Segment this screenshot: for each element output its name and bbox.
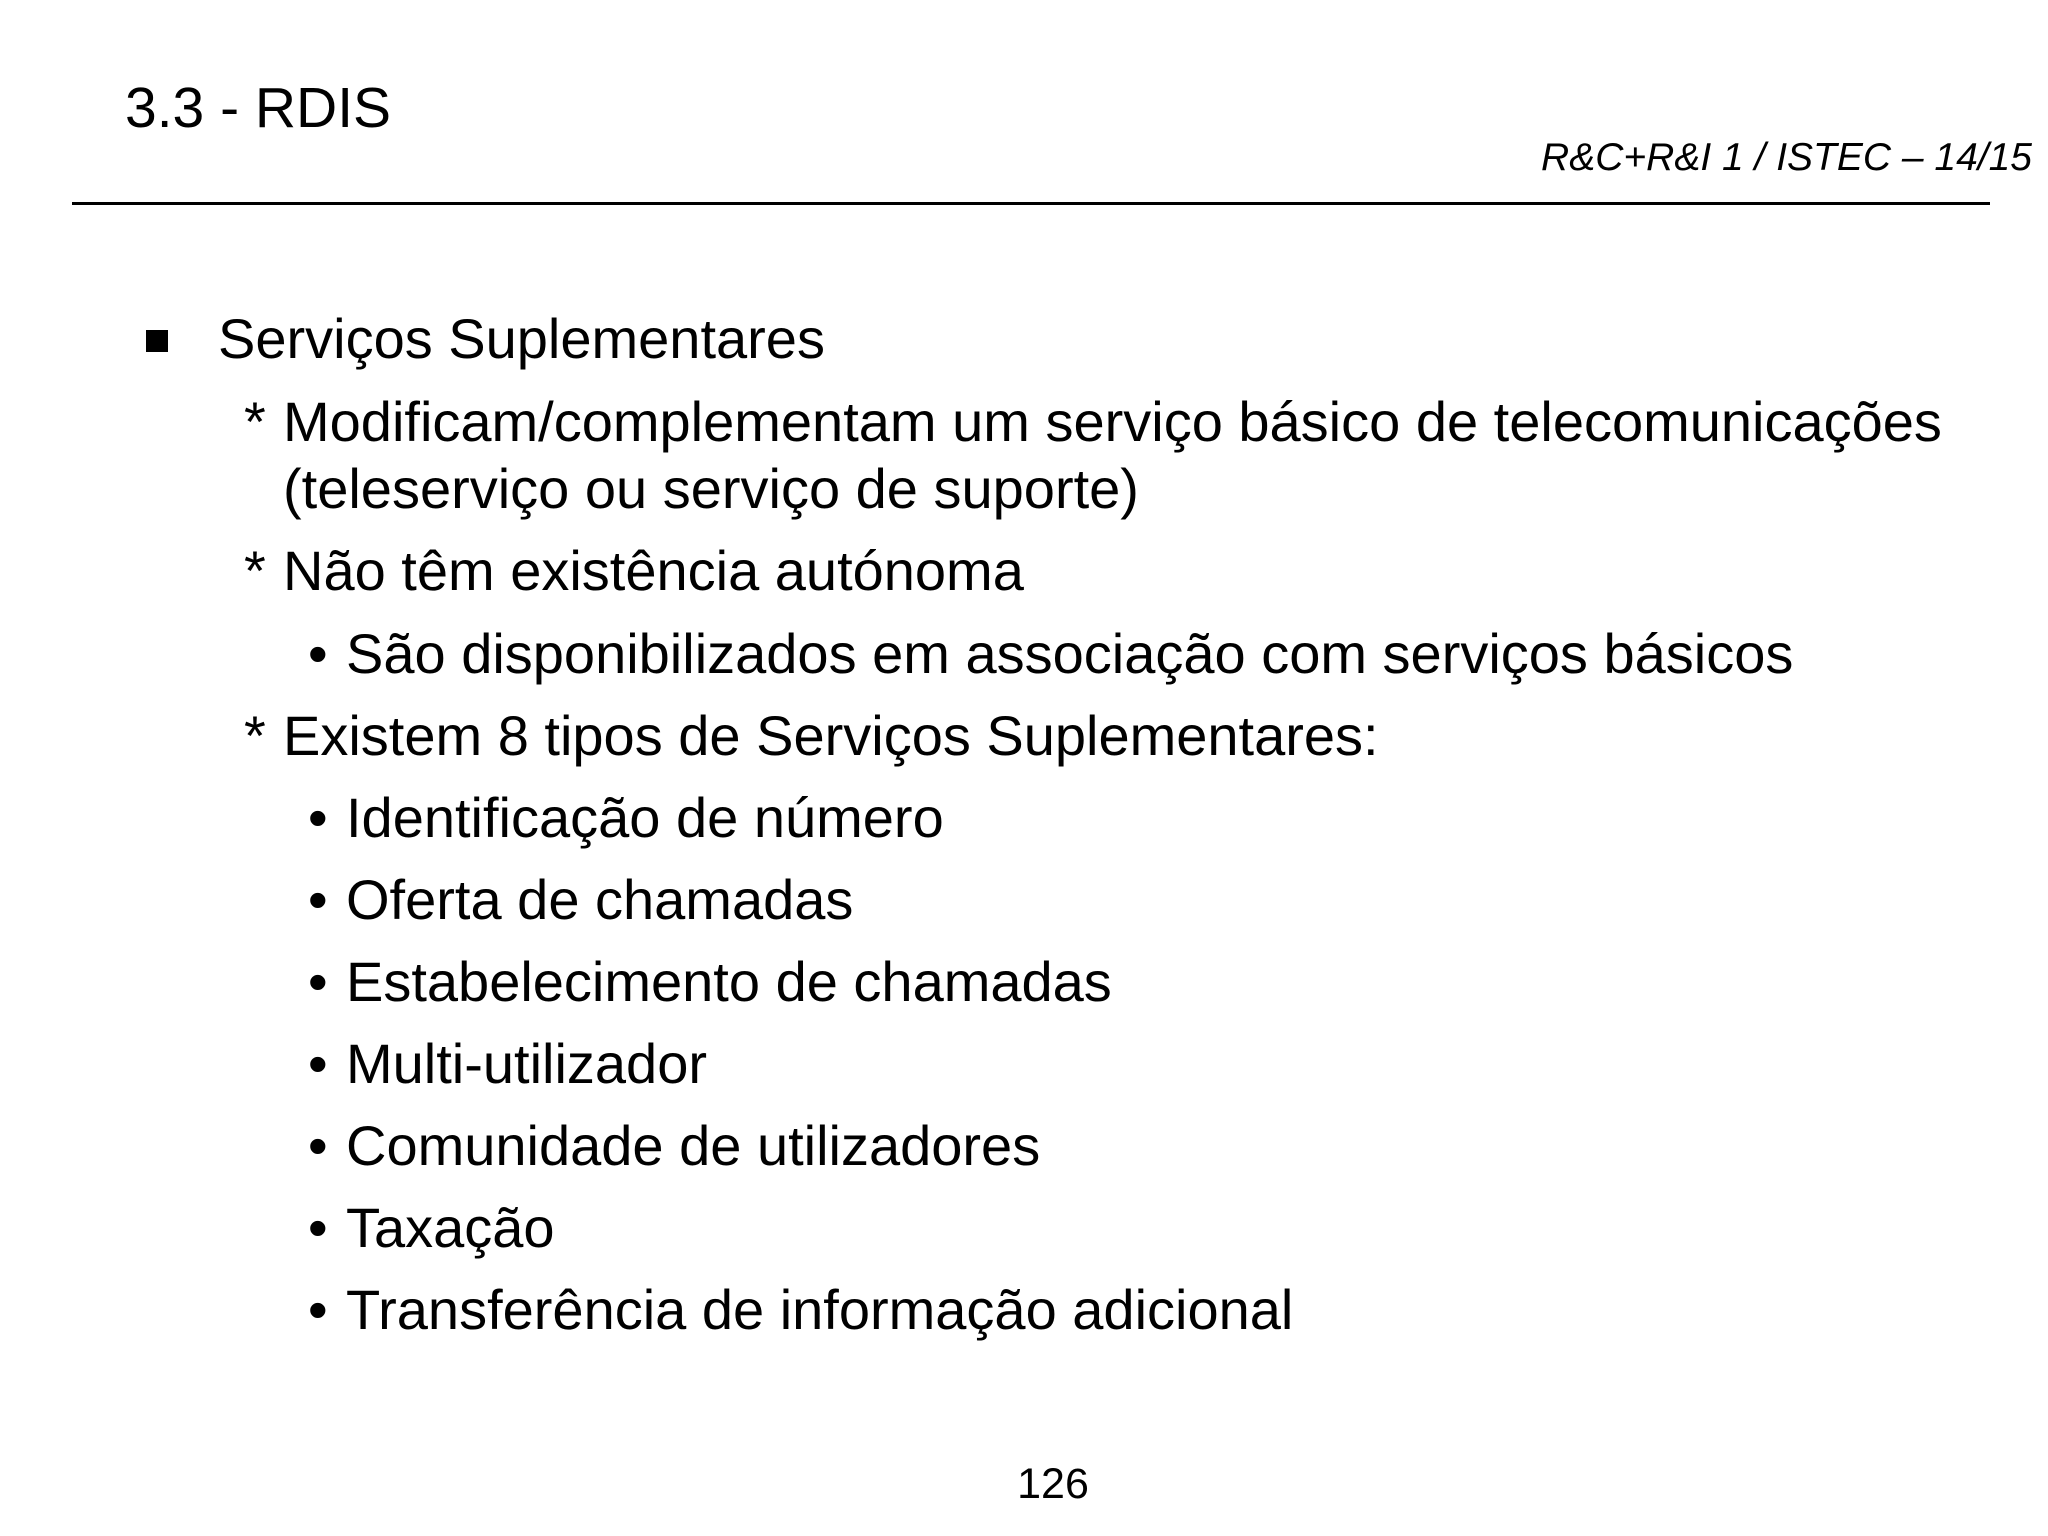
slide-title: 3.3 - RDIS [125,76,392,140]
list-item: Identificação de número [346,786,944,849]
subpoint-disponibilizados: São disponibilizados em associação com serviços básicos [346,622,1794,685]
square-bullet-icon [146,330,168,352]
page-number: 126 [1017,1460,1089,1508]
list-item: Taxação [346,1196,555,1259]
point-modificam-line2: (teleserviço ou serviço de suporte) [283,457,1139,520]
asterisk-marker: * [244,390,266,453]
course-reference: R&C+R&I 1 / ISTEC – 14/15 [1541,136,2032,179]
dot-bullet-icon: • [308,1114,328,1177]
dot-bullet-icon: • [308,950,328,1013]
dot-bullet-icon: • [308,1278,328,1341]
dot-bullet-icon: • [308,1196,328,1259]
list-item: Comunidade de utilizadores [346,1114,1041,1177]
list-item: Transferência de informação adicional [346,1278,1294,1341]
point-tipos: Existem 8 tipos de Serviços Suplementares: [283,704,1379,767]
dot-bullet-icon: • [308,1032,328,1095]
dot-bullet-icon: • [308,868,328,931]
list-item: Estabelecimento de chamadas [346,950,1112,1013]
list-item: Multi-utilizador [346,1032,707,1095]
asterisk-marker: * [244,539,266,602]
dot-bullet-icon: • [308,622,328,685]
section-heading: Serviços Suplementares [218,307,825,370]
dot-bullet-icon: • [308,786,328,849]
point-existencia: Não têm existência autónoma [283,539,1024,602]
asterisk-marker: * [244,704,266,767]
point-modificam-line1: Modificam/complementam um serviço básico de telecomunicações [283,390,1942,453]
list-item: Oferta de chamadas [346,868,854,931]
